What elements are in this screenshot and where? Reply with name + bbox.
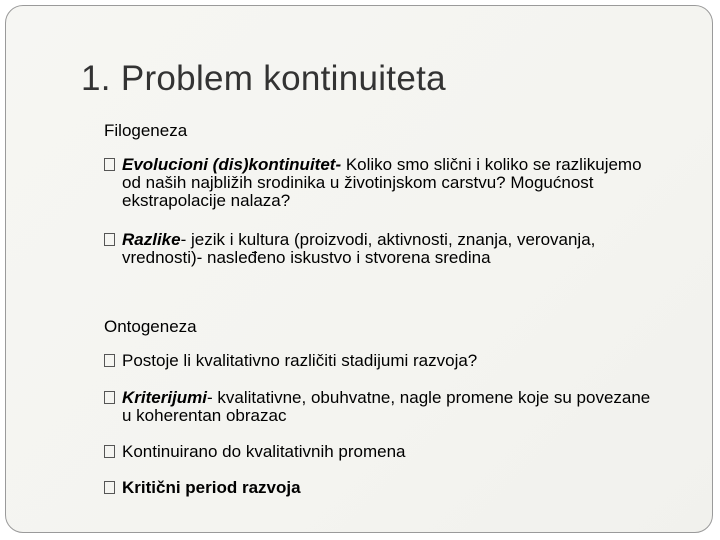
bullet-text: Koliko smo slični i koliko se razlikujemo od naših najbližih srodinika u životinjskom carstvu? Mogućnost ekstrapolacije nalaza?: [122, 155, 642, 210]
checkbox-bullet-icon: [104, 158, 115, 171]
bullet-kontinuirano: [104, 443, 664, 461]
bullet-kriterijumi: [104, 389, 664, 425]
bullet-text: Kontinuirano do kvalitativnih promena: [122, 442, 406, 461]
bullet-lead: Razlike: [122, 230, 181, 249]
checkbox-bullet-icon: [104, 391, 115, 404]
checkbox-bullet-icon: [104, 354, 115, 367]
bullet-text: - jezik i kultura (proizvodi, aktivnosti, znanja, verovanja, vrednosti)- nasleđeno iskustvo i stvorena sredina: [122, 230, 596, 267]
bullet-lead: Kriterijumi: [122, 388, 208, 407]
bullet-lead: Evolucioni (dis)kontinuitet-: [122, 155, 342, 174]
section-heading-ontogeneza: Ontogeneza: [104, 317, 197, 336]
slide-title: 1. Problem kontinuiteta: [81, 59, 446, 98]
checkbox-bullet-icon: [104, 481, 115, 494]
bullet-razlike: [104, 231, 664, 267]
checkbox-bullet-icon: [104, 445, 115, 458]
checkbox-bullet-icon: [104, 233, 115, 246]
section-heading-filogeneza: Filogeneza: [104, 121, 188, 140]
bullet-evolucioni-diskontinuitet: [104, 156, 664, 210]
bullet-text: - kvalitativne, obuhvatne, nagle promene koje su povezane u koherentan obrazac: [122, 388, 651, 425]
bullet-kriticni-period: [104, 479, 664, 497]
bullet-text: Postoje li kvalitativno različiti stadijumi razvoja?: [122, 351, 478, 370]
bullet-stadijumi: [104, 352, 664, 370]
bullet-text: Kritični period razvoja: [122, 478, 301, 497]
